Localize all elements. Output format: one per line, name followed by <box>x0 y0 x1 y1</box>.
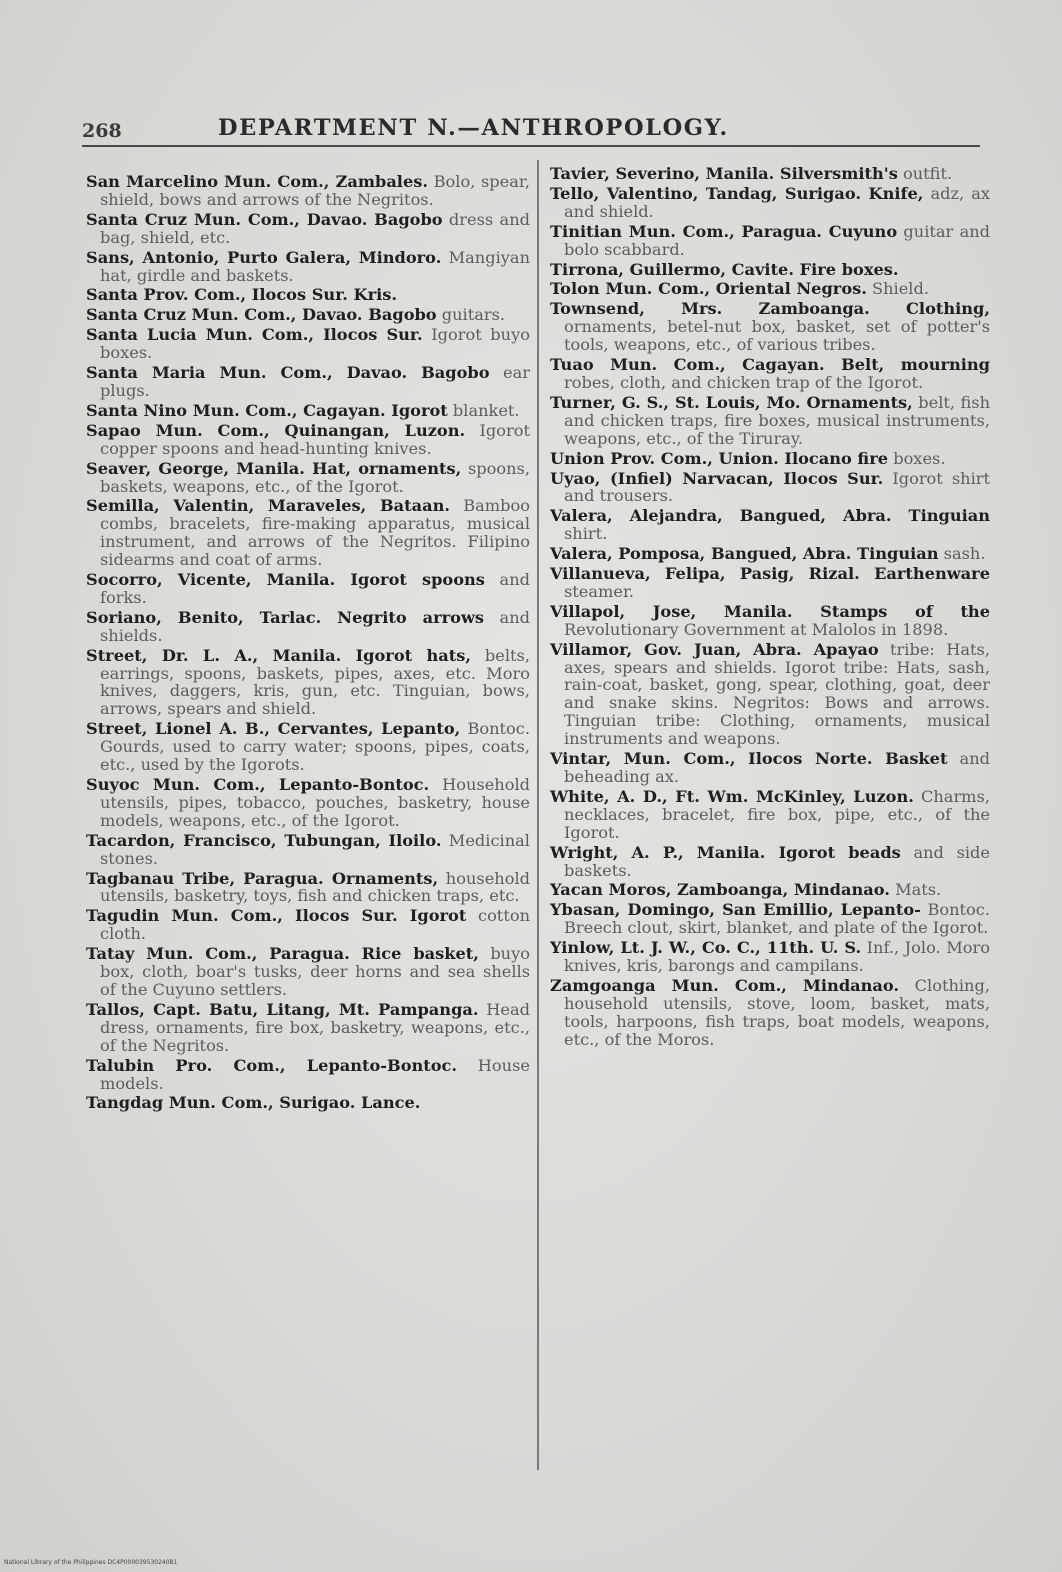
catalog-entry <box>550 394 990 448</box>
exhibitor-name: Tangdag Mun. Com., Surigao. Lance. <box>86 1093 421 1113</box>
catalog-entry <box>86 907 530 943</box>
catalog-entry <box>550 641 990 748</box>
exhibit-description: steamer. <box>564 581 635 601</box>
exhibit-description: belts, earrings, spoons, baskets, pipes, axes, etc. Moro knives, daggers, kris, gun, etc. Tinguian, bows, arrows, spears and shield. <box>100 645 530 719</box>
exhibit-description: cotton cloth. <box>100 906 530 944</box>
catalog-entry <box>550 977 990 1049</box>
exhibit-description: blanket. <box>452 400 520 420</box>
catalog-entry <box>86 776 530 830</box>
exhibit-description: ear plugs. <box>100 363 530 400</box>
header-rule <box>82 145 980 147</box>
exhibitor-name: Santa Nino Mun. Com., Cagayan. Igorot <box>86 400 448 420</box>
catalog-entry <box>550 300 990 354</box>
exhibitor-name: Street, Dr. L. A., Manila. Igorot hats, <box>86 645 471 665</box>
exhibit-description: Bolo, spear, shield, bows and arrows of the Negritos. <box>100 172 531 209</box>
exhibit-description: Mangiyan hat, girdle and baskets. <box>100 247 530 285</box>
catalog-entry <box>86 460 530 496</box>
exhibitor-name: Villanueva, Felipa, Pasig, Rizal. Earthenware <box>550 564 990 584</box>
exhibit-description: adz, ax and shield. <box>564 183 990 221</box>
catalog-entry <box>550 881 990 899</box>
catalog-entry <box>550 603 990 639</box>
exhibit-description: House models. <box>100 1055 530 1093</box>
exhibitor-name: Tello, Valentino, Tandag, Surigao. Knife, <box>550 183 924 203</box>
exhibitor-name: Yacan Moros, Zamboanga, Mindanao. <box>550 880 890 900</box>
left-column <box>86 173 530 1114</box>
exhibit-description: Revolutionary Government at Malolos in 1898. <box>564 619 949 639</box>
catalog-entry <box>86 720 530 774</box>
exhibit-description: Clothing, household utensils, stove, loom, basket, mats, tools, harpoons, fish traps, boat models, weapons, etc., of the Moros. <box>564 975 990 1049</box>
catalog-entry <box>86 422 530 458</box>
exhibitor-name: Seaver, George, Manila. Hat, ornaments, <box>86 458 462 478</box>
catalog-entry <box>86 306 530 324</box>
column-divider <box>537 160 539 1470</box>
catalog-entry <box>86 402 530 420</box>
exhibitor-name: Valera, Pomposa, Bangued, Abra. Tinguian <box>550 544 939 564</box>
exhibitor-name: Tallos, Capt. Batu, Litang, Mt. Pampanga. <box>86 999 479 1019</box>
exhibitor-name: Tirrona, Guillermo, Cavite. Fire boxes. <box>550 259 899 279</box>
catalog-entry <box>550 545 990 563</box>
exhibit-description: Medicinal stones. <box>100 830 530 868</box>
exhibitor-name: Wright, A. P., Manila. Igorot beads <box>550 842 901 862</box>
exhibit-description: guitar and bolo scabbard. <box>564 221 991 259</box>
exhibitor-name: Santa Prov. Com., Ilocos Sur. Kris. <box>86 285 397 305</box>
exhibitor-name: San Marcelino Mun. Com., Zambales. <box>86 172 429 191</box>
catalog-entry <box>550 261 990 279</box>
exhibit-description: Head dress, ornaments, fire box, basketry, weapons, etc., of the Negritos. <box>100 999 530 1055</box>
exhibitor-name: Santa Cruz Mun. Com., Davao. Bagobo <box>86 209 443 229</box>
catalog-entry <box>550 470 990 506</box>
exhibitor-name: Santa Cruz Mun. Com., Davao. Bagobo <box>86 305 437 325</box>
catalog-entry <box>550 165 990 183</box>
exhibitor-name: Tinitian Mun. Com., Paragua. Cuyuno <box>550 221 898 241</box>
exhibit-description: spoons, baskets, weapons, etc., of the Igorot. <box>100 458 530 496</box>
exhibitor-name: Santa Lucia Mun. Com., Ilocos Sur. <box>86 325 423 345</box>
exhibit-description: household utensils, basketry, toys, fish and chicken traps, etc. <box>100 868 530 906</box>
exhibitor-name: Townsend, Mrs. Zamboanga. Clothing, <box>550 299 990 319</box>
exhibitor-name: Tolon Mun. Com., Oriental Negros. <box>550 279 867 299</box>
exhibitor-name: Soriano, Benito, Tarlac. Negrito arrows <box>86 607 485 627</box>
exhibit-description: Inf., Jolo. Moro knives, kris, barongs and campilans. <box>564 938 990 976</box>
catalog-entry <box>86 571 530 607</box>
exhibitor-name: Suyoc Mun. Com., Lepanto-Bontoc. <box>86 775 430 794</box>
exhibit-description: buyo box, cloth, boar's tusks, deer horns and sea shells of the Cuyuno settlers. <box>100 944 530 999</box>
exhibit-description: tribe: Hats, axes, spears and shields. Igorot tribe: Hats, sash, rain-coat, basket, gong, spear, clothing, goat, deer and snake skins. Negritos: Bows and arrows. Tinguian tribe: Clothing, ornaments, musical instruments and weapons. <box>564 639 990 749</box>
catalog-entry <box>550 844 990 880</box>
exhibitor-name: Zamgoanga Mun. Com., Mindanao. <box>550 975 900 995</box>
catalog-entry <box>550 939 990 975</box>
catalog-entry <box>550 507 990 543</box>
exhibitor-name: Turner, G. S., St. Louis, Mo. Ornaments, <box>550 392 913 412</box>
catalog-entry <box>86 211 530 247</box>
exhibitor-name: Semilla, Valentin, Maraveles, Bataan. <box>86 496 451 516</box>
catalog-entry <box>86 497 530 569</box>
catalog-entry <box>86 1057 530 1093</box>
exhibit-description: Igorot buyo boxes. <box>100 325 530 363</box>
exhibit-description: and shields. <box>100 607 530 645</box>
catalog-entry <box>86 1001 530 1055</box>
exhibitor-name: Yinlow, Lt. J. W., Co. C., 11th. U. S. <box>550 938 862 958</box>
exhibit-description: Bontoc. Breech clout, skirt, blanket, and plate of the Igorot. <box>564 900 990 938</box>
exhibitor-name: Vintar, Mun. Com., Ilocos Norte. Basket <box>550 749 948 769</box>
exhibitor-name: Ybasan, Domingo, San Emillio, Lepanto- <box>550 900 921 920</box>
exhibitor-name: Sans, Antonio, Purto Galera, Mindoro. <box>86 247 442 267</box>
catalog-entry <box>86 647 530 719</box>
page-number: 268 <box>82 120 122 142</box>
catalog-entry <box>86 173 530 209</box>
catalog-entry <box>550 280 990 298</box>
catalog-entry <box>86 364 530 400</box>
exhibit-description: sash. <box>943 544 986 564</box>
catalog-entry <box>550 901 990 937</box>
exhibitor-name: Street, Lionel A. B., Cervantes, Lepanto, <box>86 719 461 739</box>
exhibitor-name: Tagbanau Tribe, Paragua. Ornaments, <box>86 868 439 888</box>
exhibit-description: Household utensils, pipes, tobacco, pouches, basketry, house models, weapons, etc., of the Igorot. <box>100 775 530 830</box>
exhibit-description: Charms, necklaces, bracelet, fire box, pipe, etc., of the Igorot. <box>564 786 990 842</box>
exhibitor-name: Sapao Mun. Com., Quinangan, Luzon. <box>86 420 466 440</box>
exhibitor-name: Villamor, Gov. Juan, Abra. Apayao <box>550 639 879 659</box>
right-column <box>550 165 990 1051</box>
catalog-entry <box>550 750 990 786</box>
exhibit-description: dress and bag, shield, etc. <box>100 209 530 247</box>
catalog-entry <box>86 1094 530 1112</box>
exhibitor-name: Villapol, Jose, Manila. Stamps of the <box>550 601 990 621</box>
catalog-entry <box>550 356 990 392</box>
exhibit-description: Bontoc. Gourds, used to carry water; spoons, pipes, coats, etc., used by the Igorots. <box>100 719 530 775</box>
exhibit-description: robes, cloth, and chicken trap of the Igorot. <box>564 372 924 392</box>
exhibitor-name: Talubin Pro. Com., Lepanto-Bontoc. <box>86 1055 458 1075</box>
exhibitor-name: Tagudin Mun. Com., Ilocos Sur. Igorot <box>86 906 467 926</box>
exhibit-description: and side baskets. <box>564 842 990 880</box>
library-footer: National Library of the Philippines DC4P000039530240B1 <box>4 1559 178 1566</box>
exhibitor-name: Union Prov. Com., Union. Ilocano fire <box>550 448 889 468</box>
exhibitor-name: Tavier, Severino, Manila. Silversmith's <box>550 164 898 183</box>
catalog-entry <box>86 870 530 906</box>
catalog-entry <box>550 223 990 259</box>
exhibitor-name: Uyao, (Infiel) Narvacan, Ilocos Sur. <box>550 468 884 488</box>
exhibitor-name: Santa Maria Mun. Com., Davao. Bagobo <box>86 363 490 383</box>
catalog-entry <box>86 832 530 868</box>
exhibit-description: Shield. <box>872 279 929 299</box>
exhibit-description: Igorot copper spoons and head-hunting knives. <box>100 420 530 458</box>
catalog-entry <box>86 286 530 304</box>
exhibitor-name: Tatay Mun. Com., Paragua. Rice basket, <box>86 944 479 964</box>
exhibit-description: shirt. <box>564 524 608 544</box>
catalog-entry <box>550 565 990 601</box>
exhibit-description: boxes. <box>893 448 946 468</box>
exhibit-description: and forks. <box>100 570 530 607</box>
exhibitor-name: White, A. D., Ft. Wm. McKinley, Luzon. <box>550 786 914 806</box>
exhibit-description: outfit. <box>903 164 953 183</box>
exhibitor-name: Valera, Alejandra, Bangued, Abra. Tinguian <box>550 506 990 526</box>
catalog-entry <box>550 450 990 468</box>
exhibit-description: ornaments, betel-nut box, basket, set of potter's tools, weapons, etc., of various tribes. <box>564 317 990 355</box>
exhibit-description: belt, fish and chicken traps, fire boxes, musical instruments, weapons, etc., of the Tiruray. <box>564 392 990 448</box>
exhibitor-name: Socorro, Vicente, Manila. Igorot spoons <box>86 570 485 590</box>
exhibit-description: and beheading ax. <box>564 749 990 786</box>
catalog-entry <box>86 945 530 999</box>
catalog-entry <box>86 609 530 645</box>
exhibit-description: Igorot shirt and trousers. <box>564 468 990 506</box>
exhibit-description: Mats. <box>895 880 942 900</box>
exhibit-description: guitars. <box>441 305 506 325</box>
exhibitor-name: Tacardon, Francisco, Tubungan, Iloilo. <box>86 830 442 850</box>
exhibit-description: Bamboo combs, bracelets, fire-making apparatus, musical instrument, and arrows of the Negritos. Filipino sidearms and coat of arms. <box>100 496 530 570</box>
exhibitor-name: Tuao Mun. Com., Cagayan. Belt, mourning <box>550 355 990 375</box>
catalog-entry <box>550 788 990 842</box>
catalog-entry <box>550 185 990 221</box>
catalog-entry <box>86 249 530 285</box>
catalog-entry <box>86 326 530 362</box>
page-title: DEPARTMENT N.—ANTHROPOLOGY. <box>218 115 729 141</box>
